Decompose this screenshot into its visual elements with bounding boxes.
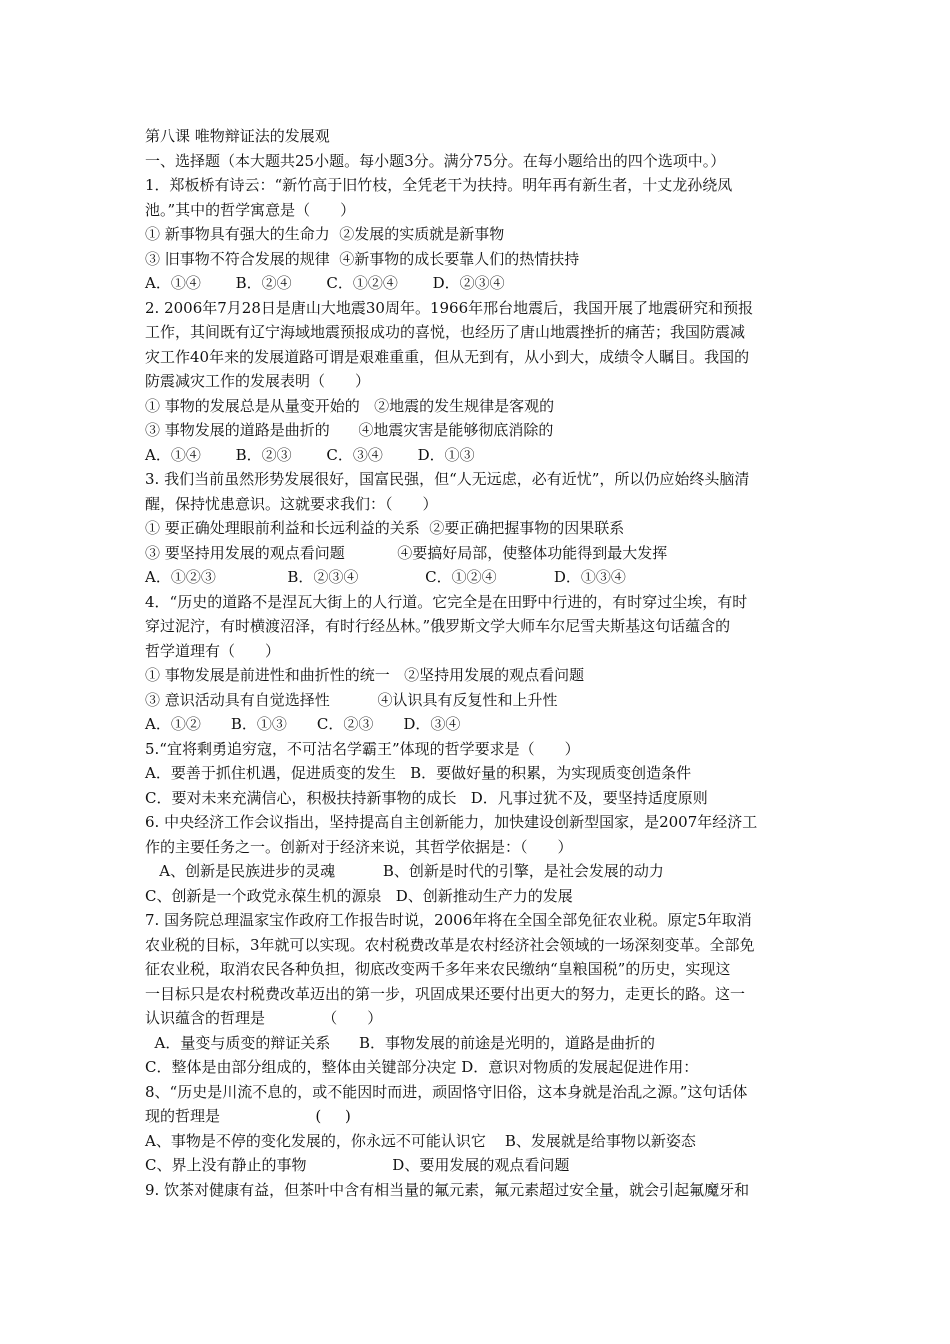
text-line: 2. 2006年7月28日是唐山大地震30周年。1966年邢台地震后，我国开展了地震研究和预报 bbox=[145, 298, 754, 317]
text-line: C、界上没有静止的事物 D、要用发展的观点看问题 bbox=[145, 1156, 570, 1174]
document-page bbox=[145, 124, 810, 1202]
text-line: 防震减灾工作的发展表明（ ） bbox=[145, 372, 371, 390]
section-heading: 一、选择题（本大题共25小题。每小题3分。满分75分。在每小题给出的四个选项中。） bbox=[145, 151, 726, 170]
text-line: 醒，保持忧患意识。这就要求我们：（ ） bbox=[145, 494, 438, 513]
text-line: 7. 国务院总理温家宝作政府工作报告时说，2006年将在全国全部免征农业税。原定5年取消 bbox=[145, 911, 752, 929]
text-line: ③ 意识活动具有自觉选择性 ④认识具有反复性和上升性 bbox=[145, 690, 558, 709]
text-line: 9. 饮茶对健康有益，但茶叶中含有相当量的氟元素，氟元素超过安全量，就会引起氟魔牙和 bbox=[145, 1180, 750, 1199]
text-line: 工作，其间既有辽宁海域地震预报成功的喜悦，也经历了唐山地震挫折的痛苦；我国防震减 bbox=[145, 323, 746, 341]
text-line: 穿过泥泞，有时横渡沼泽，有时行经丛林。”俄罗斯文学大师车尔尼雪夫斯基这句话蕴含的 bbox=[145, 617, 731, 635]
text-line: A．①②③ B．②③④ C．①②④ D．①③④ bbox=[145, 568, 626, 586]
text-line: 池。”其中的哲学寓意是（ ） bbox=[145, 200, 356, 219]
text-line: ③ 要坚持用发展的观点看问题 ④要搞好局部，使整体功能得到最大发挥 bbox=[145, 543, 668, 562]
text-line: 哲学道理有（ ） bbox=[145, 641, 281, 660]
text-line: 一目标只是农村税费改革迈出的第一步，巩固成果还要付出更大的努力，走更长的路。这一 bbox=[145, 984, 746, 1003]
text-line: 农业税的目标，3年就可以实现。农村税费改革是农村经济社会领域的一场深刻变革。全部免 bbox=[145, 935, 755, 954]
text-line: A．①④ B．②④ C．①②④ D．②③④ bbox=[145, 274, 505, 292]
text-line: A．要善于抓住机遇，促进质变的发生 B．要做好量的积累，为实现质变创造条件 bbox=[145, 764, 692, 782]
text-line: C．要对未来充满信心，积极扶持新事物的成长 D．凡事过犹不及，要坚持适度原则 bbox=[145, 788, 708, 807]
text-line: A．①④ B．②③ C．③④ D．①③ bbox=[145, 445, 475, 464]
question-list bbox=[145, 173, 810, 1202]
text-line: C．整体是由部分组成的，整体由关键部分决定 D．意识对物质的发展起促进作用： bbox=[145, 1058, 699, 1076]
text-line: ③ 事物发展的道路是曲折的 ④地震灾害是能够彻底消除的 bbox=[145, 421, 554, 439]
text-line: ① 要正确处理眼前利益和长远利益的关系 ②要正确把握事物的因果联系 bbox=[145, 519, 625, 537]
text-line: ③ 旧事物不符合发展的规律 ④新事物的成长要靠人们的热情扶持 bbox=[145, 249, 580, 268]
text-line: 4．“历史的道路不是涅瓦大街上的人行道。它完全是在田野中行进的，有时穿过尘埃，有时 bbox=[145, 592, 748, 611]
text-line: 作的主要任务之一。创新对于经济来说，其哲学依据是：（ ） bbox=[145, 837, 573, 856]
text-line: 3. 我们当前虽然形势发展很好，国富民强，但“人无远虑，必有近忧”，所以仍应始终头脑清 bbox=[145, 470, 750, 488]
text-line: ① 新事物具有强大的生命力 ②发展的实质就是新事物 bbox=[145, 225, 505, 243]
page-title: 第八课 唯物辩证法的发展观 bbox=[145, 127, 330, 145]
text-line: C、创新是一个政党永葆生机的源泉 D、创新推动生产力的发展 bbox=[145, 886, 573, 905]
text-line: ① 事物的发展总是从量变开始的 ②地震的发生规律是客观的 bbox=[145, 396, 555, 415]
text-line: A、创新是民族进步的灵魂 B、创新是时代的引擎，是社会发展的动力 bbox=[145, 862, 664, 880]
text-line: 6. 中央经济工作会议指出，坚持提高自主创新能力，加快建设创新型国家，是2007年经济工 bbox=[145, 813, 758, 831]
text-line: A、事物是不停的变化发展的，你永远不可能认识它 B、发展就是给事物以新姿态 bbox=[145, 1131, 696, 1150]
text-line: 征农业税，取消农民各种负担，彻底改变两千多年来农民缴纳“皇粮国税”的历史，实现这 bbox=[145, 960, 731, 978]
text-line: 5.“宜将剩勇追穷寇，不可沽名学霸王”体现的哲学要求是（ ） bbox=[145, 739, 580, 758]
text-line: 现的哲理是 ( ) bbox=[145, 1107, 351, 1125]
text-line: 灾工作40年来的发展道路可谓是艰难重重，但从无到有，从小到大，成绩令人瞩目。我国的 bbox=[145, 347, 750, 366]
text-line: A．①② B．①③ C．②③ D．③④ bbox=[145, 715, 461, 733]
text-line: 认识蕴含的哲理是 （ ） bbox=[145, 1009, 383, 1027]
text-line: 1．郑板桥有诗云：“新竹高于旧竹枝，全凭老干为扶持。明年再有新生者，十丈龙孙绕凤 bbox=[145, 176, 733, 194]
text-line: A．量变与质变的辩证关系 B．事物发展的前途是光明的，道路是曲折的 bbox=[145, 1033, 656, 1052]
text-line: 8、“历史是川流不息的，或不能因时而进，顽固恪守旧俗，这本身就是治乱之源。”这句话体 bbox=[145, 1082, 748, 1101]
text-line: ① 事物发展是前进性和曲折性的统一 ②坚持用发展的观点看问题 bbox=[145, 666, 585, 684]
